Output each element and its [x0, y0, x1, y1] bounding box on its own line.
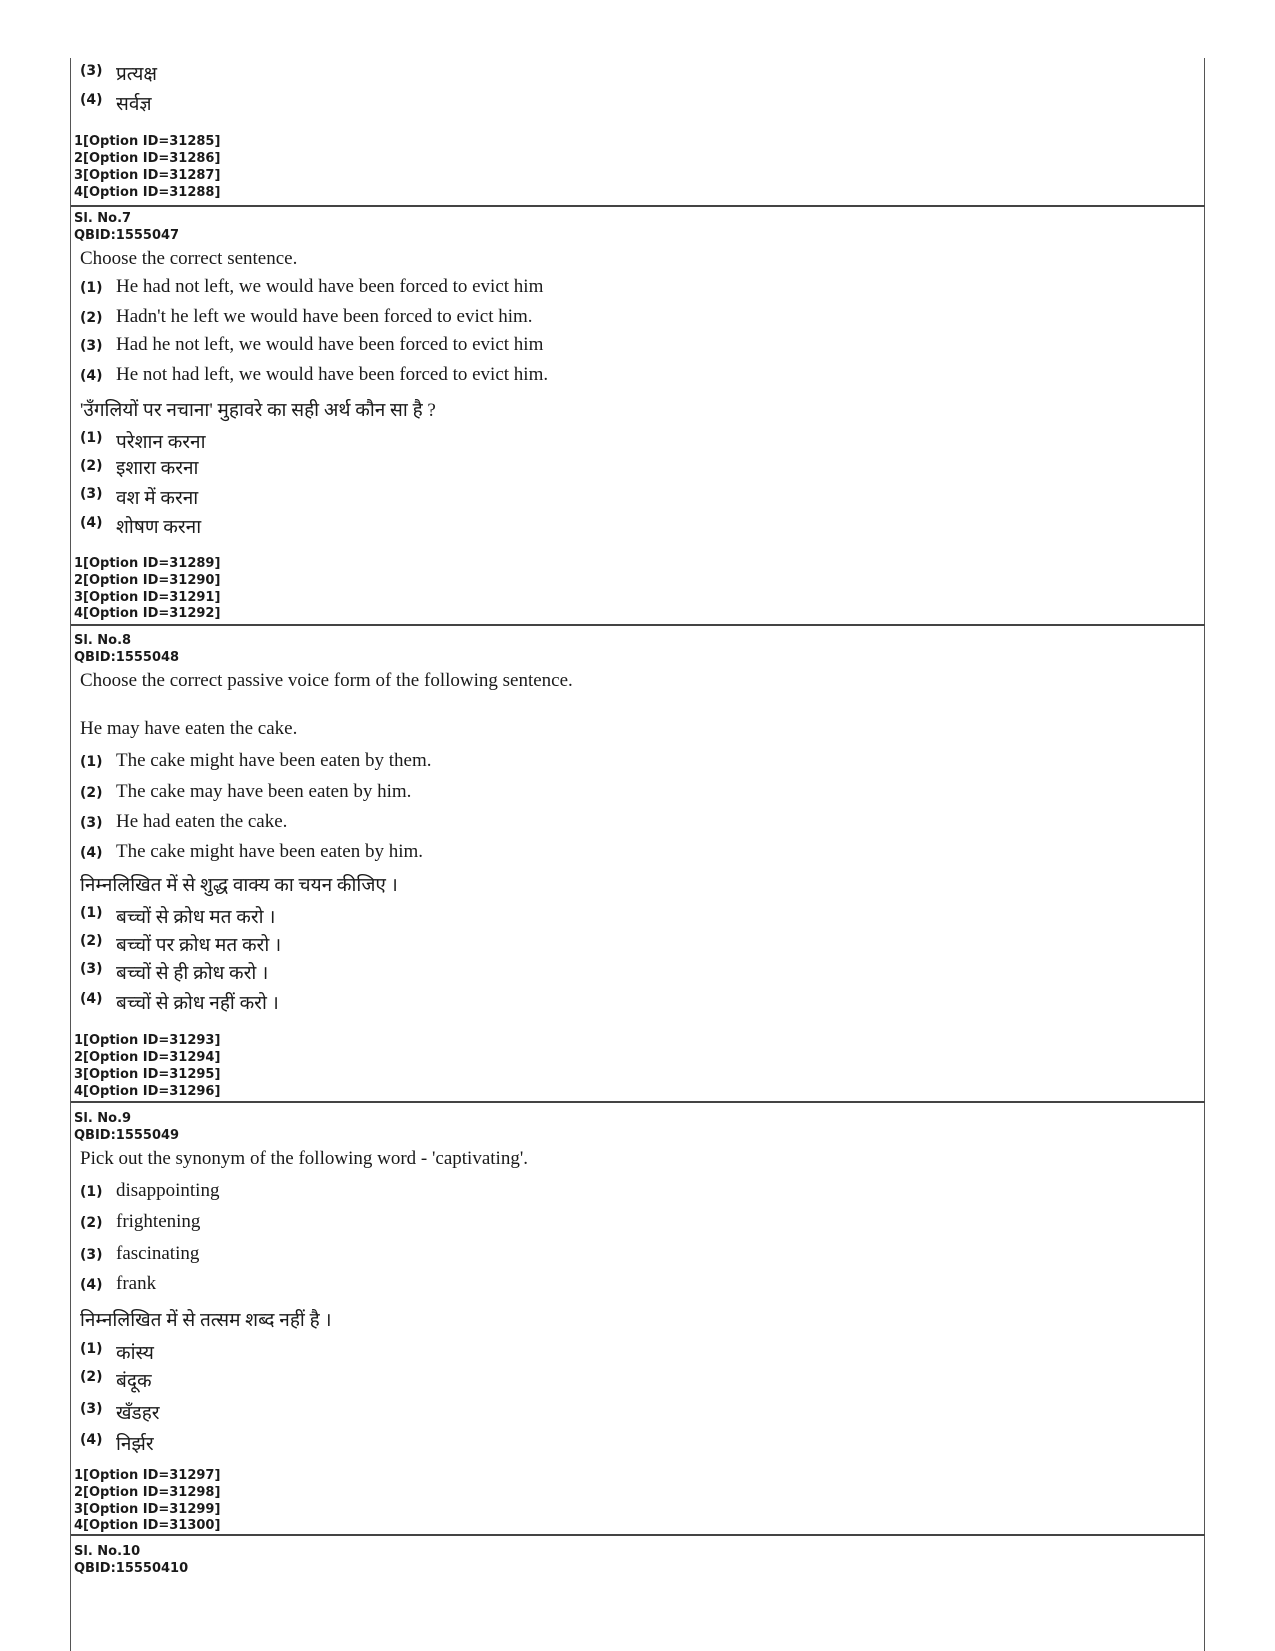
option-id-line: 3[Option ID=31299] [74, 1502, 221, 1517]
option-number: (3) [80, 1401, 103, 1417]
option-number: (1) [80, 280, 103, 296]
option-id-line: 2[Option ID=31298] [74, 1485, 221, 1500]
option-text: He had not left, we would have been forced to evict him [116, 276, 544, 297]
question-stem-english: Pick out the synonym of the following word - 'captivating'. [80, 1148, 529, 1169]
serial-number: Sl. No.7 [74, 211, 132, 226]
option-text: वश में करना [116, 488, 199, 509]
option-number: (4) [80, 368, 103, 384]
option-number: (2) [80, 1369, 103, 1385]
option-number: (1) [80, 1341, 103, 1357]
option-text: disappointing [116, 1180, 220, 1201]
question-stem-hindi: निम्नलिखित में से शुद्ध वाक्य का चयन कीजिए । [80, 875, 398, 896]
option-text: fascinating [116, 1243, 200, 1264]
option-text: बच्चों से क्रोध नहीं करो । [116, 993, 279, 1014]
option-text: The cake might have been eaten by him. [116, 841, 424, 862]
option-number: (3) [80, 1247, 103, 1263]
option-text: frank [116, 1273, 157, 1294]
option-text: परेशान करना [116, 432, 206, 453]
option-text: He not had left, we would have been forced to evict him. [116, 364, 549, 385]
qbid: QBID:1555048 [74, 650, 180, 665]
option-text: Hadn't he left we would have been forced to evict him. [116, 306, 533, 327]
option-number: (3) [80, 961, 103, 977]
option-text: Had he not left, we would have been forced to evict him [116, 334, 544, 355]
option-number: (1) [80, 430, 103, 446]
question-stem-english: Choose the correct passive voice form of the following sentence. [80, 670, 573, 691]
qbid: QBID:1555049 [74, 1128, 180, 1143]
option-id-line: 1[Option ID=31293] [74, 1033, 221, 1048]
right-border [1204, 58, 1205, 1651]
option-text: प्रत्यक्ष [116, 64, 157, 85]
option-id-line: 4[Option ID=31300] [74, 1518, 221, 1533]
left-border [70, 58, 71, 1651]
option-text: बच्चों से क्रोध मत करो । [116, 907, 276, 928]
option-number: (4) [80, 991, 103, 1007]
option-text: इशारा करना [116, 458, 199, 479]
option-id-line: 4[Option ID=31292] [74, 606, 221, 621]
question-sentence: He may have eaten the cake. [80, 718, 298, 739]
option-number: (3) [80, 815, 103, 831]
option-text: बंदूक [116, 1371, 152, 1392]
option-text: The cake may have been eaten by him. [116, 781, 412, 802]
option-id-line: 4[Option ID=31296] [74, 1084, 221, 1099]
option-text: खँडहर [116, 1403, 160, 1424]
option-id-line: 3[Option ID=31295] [74, 1067, 221, 1082]
option-number: (4) [80, 515, 103, 531]
option-number: (2) [80, 1215, 103, 1231]
serial-number: Sl. No.8 [74, 633, 132, 648]
option-id-line: 2[Option ID=31294] [74, 1050, 221, 1065]
row-divider [71, 1534, 1205, 1536]
row-divider [71, 205, 1205, 207]
option-number: (4) [80, 1277, 103, 1293]
option-number: (4) [80, 845, 103, 861]
question-stem-english: Choose the correct sentence. [80, 248, 298, 269]
question-stem-hindi: 'उँगलियों पर नचाना' मुहावरे का सही अर्थ कौन सा है ? [80, 400, 436, 421]
serial-number: Sl. No.10 [74, 1544, 141, 1559]
option-number: (3) [80, 338, 103, 354]
option-text: बच्चों पर क्रोध मत करो । [116, 935, 282, 956]
qbid: QBID:15550410 [74, 1561, 189, 1576]
option-number: (4) [80, 92, 103, 108]
option-number: (1) [80, 754, 103, 770]
option-number: (2) [80, 458, 103, 474]
row-divider [71, 624, 1205, 626]
option-text: शोषण करना [116, 517, 202, 538]
option-text: निर्झर [116, 1434, 154, 1455]
option-number: (3) [80, 63, 103, 79]
option-text: frightening [116, 1211, 201, 1232]
option-id-line: 3[Option ID=31291] [74, 590, 221, 605]
option-number: (2) [80, 785, 103, 801]
option-id-line: 3[Option ID=31287] [74, 168, 221, 183]
serial-number: Sl. No.9 [74, 1111, 132, 1126]
question-stem-hindi: निम्नलिखित में से तत्सम शब्द नहीं है । [80, 1310, 332, 1331]
option-text: बच्चों से ही क्रोध करो । [116, 963, 269, 984]
option-number: (1) [80, 1184, 103, 1200]
qbid: QBID:1555047 [74, 228, 180, 243]
option-number: (3) [80, 486, 103, 502]
option-number: (4) [80, 1432, 103, 1448]
option-id-line: 1[Option ID=31289] [74, 556, 221, 571]
option-id-line: 1[Option ID=31297] [74, 1468, 221, 1483]
row-divider [71, 1101, 1205, 1103]
option-number: (1) [80, 905, 103, 921]
option-id-line: 1[Option ID=31285] [74, 134, 221, 149]
option-number: (2) [80, 310, 103, 326]
option-number: (2) [80, 933, 103, 949]
option-text: कांस्य [116, 1343, 154, 1364]
option-id-line: 2[Option ID=31290] [74, 573, 221, 588]
option-id-line: 4[Option ID=31288] [74, 185, 221, 200]
option-text: He had eaten the cake. [116, 811, 288, 832]
option-id-line: 2[Option ID=31286] [74, 151, 221, 166]
option-text: The cake might have been eaten by them. [116, 750, 432, 771]
option-text: सर्वज्ञ [116, 94, 152, 115]
